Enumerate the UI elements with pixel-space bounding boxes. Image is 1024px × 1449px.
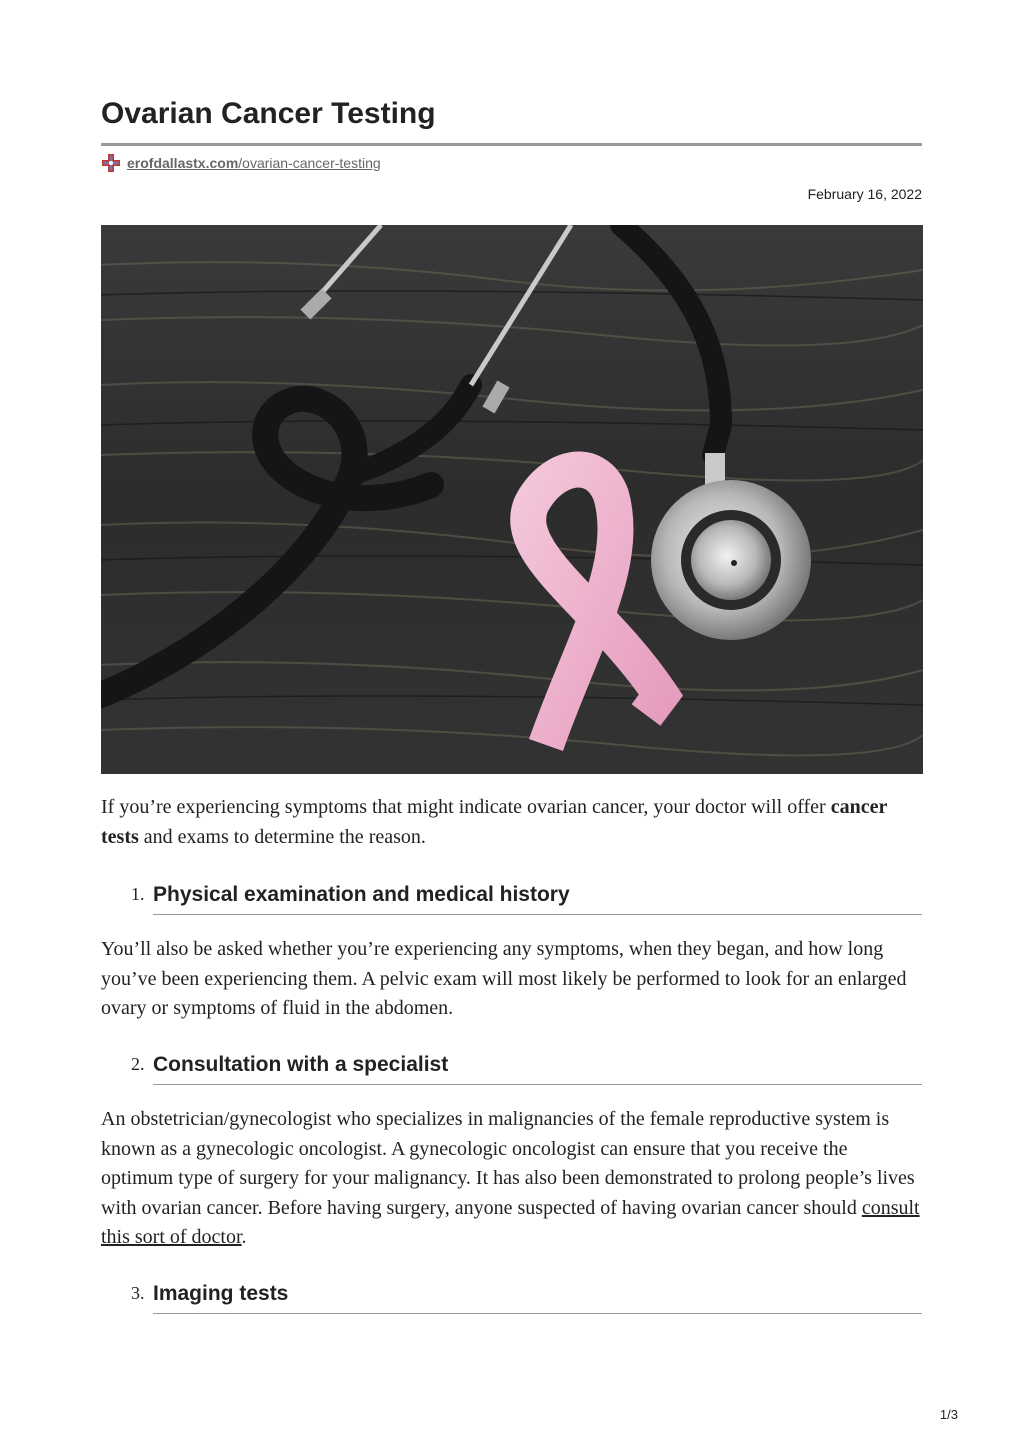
section-title: Consultation with a specialist (153, 1053, 449, 1076)
section-divider (153, 1313, 922, 1314)
page-number: 1/3 (939, 1407, 958, 1422)
source-line (101, 153, 381, 173)
section-body-1: You’ll also be asked whether you’re experiencing any symptoms, when they began, and how long you’ve been experiencing them. A pelvic exam will most likely be performed to look for an enlarged ovary or symptoms of fluid in the abdomen. (101, 938, 907, 1019)
section-number: 3. (131, 1283, 145, 1303)
section-number: 1. (131, 884, 145, 904)
site-logo-icon (101, 153, 121, 173)
section-divider (153, 914, 922, 915)
section-heading-1 (131, 873, 922, 915)
publish-date: February 16, 2022 (807, 186, 922, 202)
consult-doctor-link[interactable]: consult this sort of doctor (101, 1196, 920, 1248)
section-heading-2 (131, 1043, 922, 1085)
section-title: Imaging tests (153, 1282, 289, 1305)
page-title: Ovarian Cancer Testing (101, 97, 436, 130)
section-body-2: An obstetrician/gynecologist who specializes in malignancies of the female reproductive system is known as a gynecologic oncologist. A gynecologic oncologist can ensure that you receive the optimum type of surgery for your malignancy. It has also been demonstrated to prolong people’s lives with ovarian cancer. Before having surgery, anyone suspected of having ovarian cancer should consult this sort of doctor. (101, 1108, 920, 1248)
section-divider (153, 1084, 922, 1085)
section-heading-3 (131, 1272, 922, 1314)
hero-image (101, 225, 923, 774)
intro-paragraph: If you’re experiencing symptoms that might indicate ovarian cancer, your doctor will offer cancer tests and exams to determine the reason. (101, 796, 887, 848)
title-divider (101, 143, 922, 146)
section-number: 2. (131, 1054, 145, 1074)
source-link[interactable]: erofdallastx.com/ovarian-cancer-testing (127, 155, 381, 171)
section-title: Physical examination and medical history (153, 883, 570, 906)
